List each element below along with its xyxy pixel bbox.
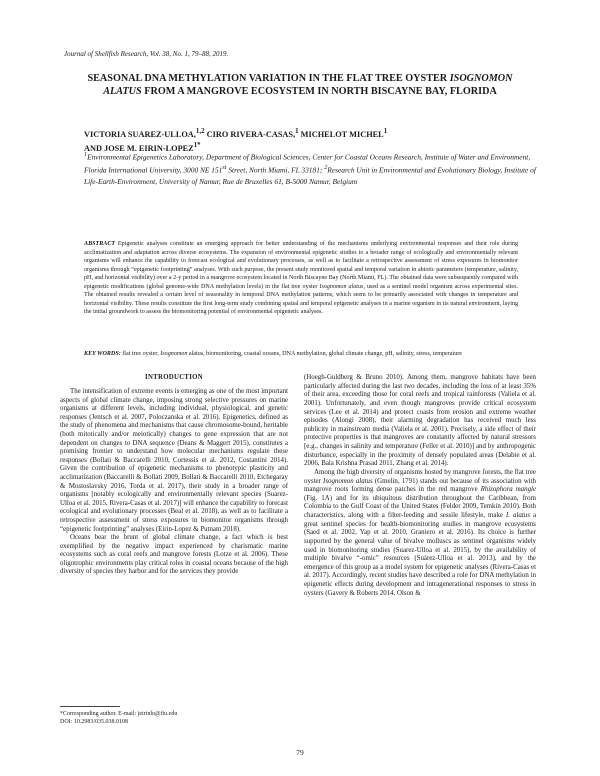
right-column: [304, 374, 536, 598]
keywords-species: Isognomon: [160, 351, 188, 357]
author-name: MICHELOT MICHEL: [298, 129, 384, 139]
keywords: [84, 350, 518, 359]
journal-citation: Journal of Shellfish Research, Vol. 38, No. 1, 79–88, 2019.: [64, 50, 229, 58]
paragraph: Oceans bear the brunt of global climate change, a fact which is best exemplified by the negative impact experienced by charismatic marine ecosystems such as coral reefs and mangrove forests (Lotze et al. 2006). These oligotrophic environments play critical roles in coastal oceans because of the high diversity of species they harbor and for the services they provide: [60, 534, 288, 576]
paragraph: [304, 469, 536, 598]
author-affil-mark: 1: [295, 128, 299, 135]
author-name: VICTORIA SUAREZ-ULLOA,: [84, 129, 196, 139]
keywords-text: alatus, biomonitoring, coastal oceans, DNA methylation, global climate change, pH, salinity, stress, temperature: [187, 351, 462, 357]
abstract-text: Epigenetic analyses constitute an emerging approach for better understanding of the mechanisms underlying environmental responses and their role during acclimatization and adaptation across diverse ecosystems. The expansion of environmental epigenetic studies to a broader range of ecologically and environmentally relevant organisms will enhance the capability to forecast ecological and evolutionary processes, as well as to facilitate a retrospective assessment of stress exposures in biomonitor organisms through “epigenetic footprinting” analyses. With such purpose, the present study monitored spatial and temporal variation in abiotic parameters (temperature, salinity, pH, and horizontal visibility) over a 2-y period in a mangrove ecosystem located in North Biscayne Bay (North Miami, FL). The obtained data were subsequently compared with epigenetic modifications (global genome-wide DNA methylation levels) in the flat tree oyster: [84, 241, 518, 290]
abstract-text: , used as a sentinel model organism across experimental sites. The obtained results revealed a certain level of seasonality in temporal DNA methylation patterns, which seem to be primarily associated with changes in temperature and horizontal visibility. These results constitute the first long-term study combining spatial and temporal epigenetic analyses in a marine organism in its natural environment, laying the initial groundwork to assess the biomonitoring potential of environmental epigenetic analyses.: [84, 283, 518, 315]
affil-mark: 1: [84, 152, 88, 158]
title-genus: ISOGNOMON: [449, 73, 513, 84]
author-affil-mark: 1: [383, 128, 388, 135]
author-affil-mark: 1,2: [195, 128, 205, 135]
affiliation-text: Environmental Epigenetics Laboratory, Department of Biological Sciences, Center for Coastal Oceans Research, Institute of Water and Environment, Florida International University, 3000 NE 151: [84, 152, 531, 175]
abstract: [84, 240, 518, 317]
footnote: [60, 710, 290, 726]
affil-mark: 2: [324, 165, 328, 172]
title-species: ALATUS: [103, 86, 142, 97]
abstract-label: ABSTRACT: [84, 241, 116, 247]
author-name: CIRO RIVERA-CASAS,: [204, 129, 296, 139]
paragraph-text: a great sentinel species for health-biomonitoring studies in mangrove ecosystems (Saed et al. 2002, Yap et al. 2010, Graniero et al. 2016). Its choice is further supported by the general value of bivalve molluscs as sentinel organisms widely used in biomonitoring studies (Suarez-Ulloa et al. 2015), by the availability of multiple bivalve “-omic” resources (Suárez-Ulloa et al. 2013), and by the emergence of this group as a model system for epigenetic analyses (Rivera-Casas et al. 2017). Accordingly, recent studies have described a role for DNA methylation in epigenetic effects during development and intragenerational responses to stress in oysters (Gavery & Roberts 2014, Olson &: [304, 512, 537, 597]
footnote-divider: [60, 706, 120, 707]
species-name: I. alatus: [506, 512, 530, 519]
title-text: SEASONAL DNA METHYLATION VARIATION IN THE FLAT TREE OYSTER: [87, 73, 450, 84]
doi: DOI: 10.2983/035.038.0108: [60, 719, 128, 725]
title-text-rest: FROM A MANGROVE ECOSYSTEM IN NORTH BISCAYNE BAY, FLORIDA: [141, 86, 497, 97]
paragraph: (Hoegh-Guldberg & Bruno 2010). Among them, mangrove habitats have been particularly affected during the last two decades, including the loss of at least 35% of their area, exceeding those for coral reefs and tropical rainforests (Valiela et al. 2001). Unfortunately, and even though mangroves provide critical ecosystem services (Lee et al. 2014) and protect coasts from erosion and extreme weather episodes (Alongi 2008), their alarming degradation has received much less publicity in mainstream media (Valiela et al. 2001). Precisely, a side effect of their protective properties is that mangroves are constantly affected by natural stressors [e.g., changes in salinity and temperature (Feller et al. 2010)] and by anthropogenic disturbance, especially in the proximity of densely populated areas (Delabie et al. 2006, Bala Krishna Prasad 2011, Zhang et al. 2014).: [304, 374, 536, 468]
corresponding-mark: *: [197, 141, 201, 149]
ordinal-suffix: st: [222, 165, 227, 172]
species-name: Isognomon alatus: [323, 477, 373, 485]
section-heading: INTRODUCTION: [145, 374, 203, 381]
species-name: Rhizophora mangle: [480, 486, 536, 494]
corresponding-author: *Corresponding author. E-mail: jeirinlo@fiu.edu: [60, 711, 178, 717]
page-number: 79: [296, 748, 304, 757]
keywords-label: KEY WORDS:: [84, 351, 121, 357]
author-affil-mark: 1: [193, 141, 198, 149]
affiliation-text: Street, North Miami, FL 33181;: [226, 165, 325, 175]
abstract-species: Isognomon alatus: [319, 283, 364, 290]
keywords-text: flat tree oyster,: [120, 351, 161, 357]
paragraph: The intensification of extreme events is emerging as one of the most important aspects of global climate change, imposing strong selective pressures on marine organisms at different levels, including individual, physiological, and genetic responses (Jentsch et al. 2007, Poloczanska et al. 2016). Epigenetics, defined as the study of phenomena and mechanisms that cause chromosome-bound, heritable (both mitotically and/or meiotically) changes to gene expression that are not dependent on changes to DNA sequence (Deans & Maggert 2015), constitutes a promising frontier to understand how molecular mechanisms regulate these responses (Bollati & Baccarelli 2010, Cortessis et al. 2012, Costantini 2014). Given the contribution of epigenetic mechanisms to phenotypic plasticity and acclimatization (Baccarelli & Bollati 2009, Bollati & Baccarelli 2010, Etchegaray & Mostoslavsky 2016, Torda et al. 2017), their study in a broader range of organisms [notably ecologically and environmentally relevant species (Suarez-Ulloa et al. 2015, Rivera-Casas et al. 2017)] will enhance the capability to forecast ecological and evolutionary processes (Beal et al. 2018), as well as to facilitate a retrospective assessment of stress exposures in biomonitor organisms through “epigenetic footprinting” analyses (Eirin-Lopez & Putnam 2018).: [60, 388, 288, 533]
paragraph-text: (Fig. 1A) and for its ubiquitous distribution throughout the Caribbean, from Colombia to the Gulf Coast of the United States (Felder 2009, Temkin 2010). Both characteristics, along with a filter-feeding and sessile lifestyle, make: [304, 494, 536, 519]
paragraph-text: (Gmelin, 1791) stands out because of its association with mangrove roots forming dense patches in the red mangrove: [304, 477, 536, 494]
affiliation-text: Research Unit in Environmental and Evolutionary Biology, Institute of Life-Earth-Environment, University of Namur, Rue de Bruxelles 61, B-5000 Namur, Belgium: [84, 165, 536, 187]
affiliations: [84, 150, 544, 188]
paragraph-text: Among the high diversity of organisms hosted by mangrove forests, the flat tree oyster: [304, 468, 536, 485]
author-name: AND JOSE M. EIRIN-LOPEZ: [84, 143, 194, 153]
article-title: [60, 72, 540, 98]
left-column: [60, 388, 288, 577]
